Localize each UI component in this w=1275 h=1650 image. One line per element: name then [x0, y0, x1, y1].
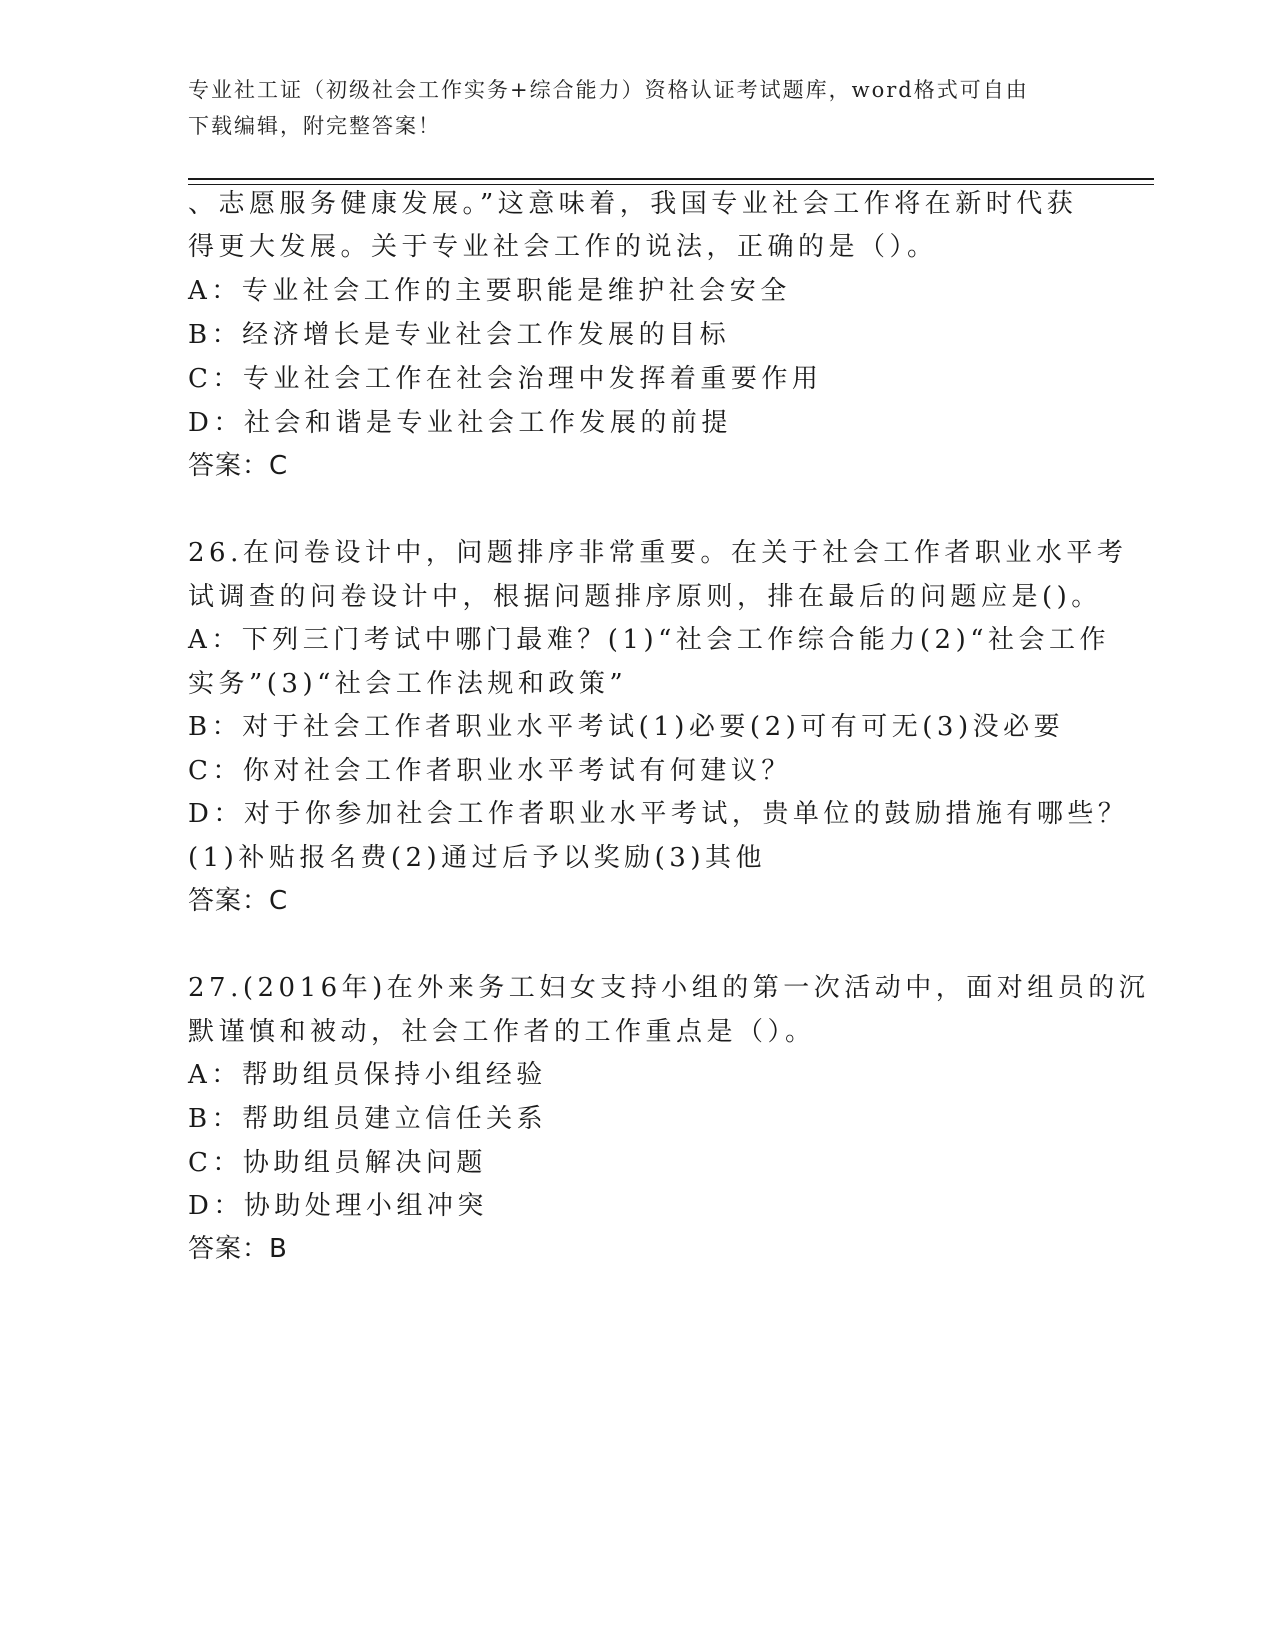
q26-stem-line-1: 26.在问卷设计中，问题排序非常重要。在关于社会工作者职业水平考: [188, 538, 1128, 568]
q25-stem-line-2: 得更大发展。关于专业社会工作的说法，正确的是（）。: [188, 232, 938, 262]
q26-option-d-line-2: (1)补贴报名费(2)通过后予以奖励(3)其他: [188, 843, 766, 873]
q25-option-b: B：经济增长是专业社会工作发展的目标: [188, 320, 731, 350]
q25-stem-line-1: 、志愿服务健康发展。”这意味着，我国专业社会工作将在新时代获: [188, 189, 1078, 219]
q26-option-a-line-1: A：下列三门考试中哪门最难？(1)“社会工作综合能力(2)“社会工作: [188, 625, 1111, 655]
q27-stem-line-1: 27.(2016年)在外来务工妇女支持小组的第一次活动中，面对组员的沉: [188, 973, 1150, 1003]
q26-option-c: C：你对社会工作者职业水平考试有何建议？: [188, 756, 792, 786]
q26-option-b: B：对于社会工作者职业水平考试(1)必要(2)可有可无(3)没必要: [188, 712, 1065, 742]
header-rule-thin: [188, 184, 1154, 185]
q27-option-a: A：帮助组员保持小组经验: [188, 1060, 547, 1090]
q25-option-c: C：专业社会工作在社会治理中发挥着重要作用: [188, 364, 823, 394]
q25-option-d: D：社会和谐是专业社会工作发展的前提: [188, 408, 732, 438]
q27-stem-line-2: 默谨慎和被动，社会工作者的工作重点是（）。: [188, 1017, 816, 1047]
q25-option-a: A：专业社会工作的主要职能是维护社会安全: [188, 276, 791, 306]
header-rule-thick: [188, 178, 1154, 180]
q27-option-d: D：协助处理小组冲突: [188, 1191, 488, 1221]
header-line-1: 专业社工证（初级社会工作实务+综合能力）资格认证考试题库，word格式可自由: [188, 78, 1029, 102]
q26-option-a-line-2: 实务”(3)“社会工作法规和政策”: [188, 669, 628, 699]
header-line-2: 下载编辑，附完整答案！: [188, 114, 441, 138]
q27-answer: 答案：B: [188, 1234, 288, 1264]
q25-answer: 答案：C: [188, 451, 289, 481]
q27-option-b: B：帮助组员建立信任关系: [188, 1104, 548, 1134]
q27-option-c: C：协助组员解决问题: [188, 1148, 487, 1178]
document-header: [188, 72, 1088, 144]
q26-answer: 答案：C: [188, 886, 289, 916]
q26-stem-line-2: 试调查的问卷设计中，根据问题排序原则，排在最后的问题应是()。: [188, 582, 1102, 612]
q26-option-d-line-1: D：对于你参加社会工作者职业水平考试，贵单位的鼓励措施有哪些？: [188, 799, 1129, 829]
